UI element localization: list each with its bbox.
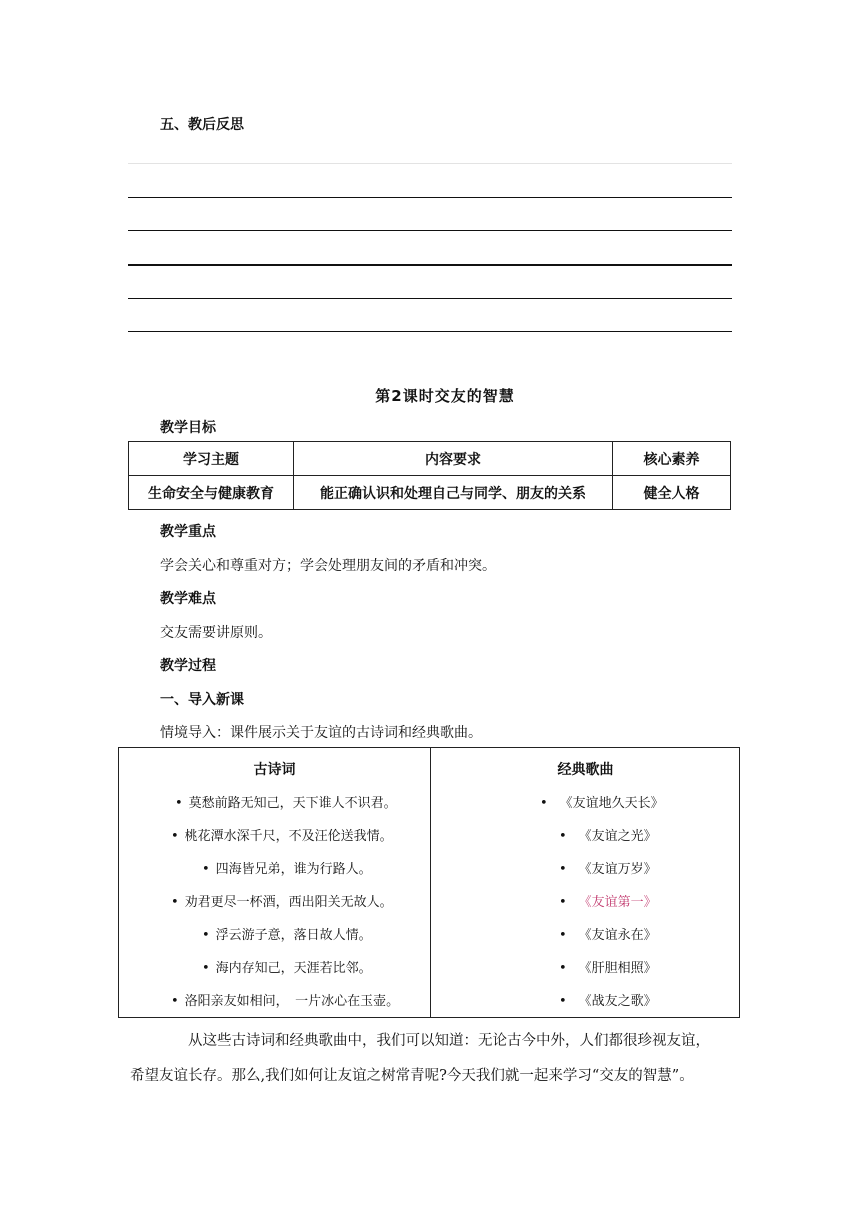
table-header-row xyxy=(129,442,731,476)
bullet-icon: • xyxy=(171,829,179,844)
poems-header: 古诗词 xyxy=(253,762,296,778)
writing-line xyxy=(128,230,732,231)
song-item: • 《肝胆相照》 xyxy=(559,961,657,976)
intro-materials-box xyxy=(118,747,740,1018)
bullet-icon: • xyxy=(202,961,210,976)
focus-label: 教学重点 xyxy=(160,524,216,540)
song-item: • 《战友之歌》 xyxy=(559,994,657,1009)
bullet-icon: • xyxy=(202,862,210,877)
song-item xyxy=(559,891,657,910)
reflection-heading: 五、教后反思 xyxy=(160,117,244,133)
conclusion-line: 从这些古诗词和经典歌曲中，我们可以知道：无论古今中外，人们都很珍视友谊， xyxy=(188,1033,710,1049)
writing-line xyxy=(128,331,732,332)
bullet-icon: • xyxy=(559,829,567,844)
table-cell: 生命安全与健康教育 xyxy=(129,476,294,510)
songs-header: 经典歌曲 xyxy=(557,762,614,778)
poem-item: • 桃花潭水深千尺，不及汪伦送我情。 xyxy=(171,829,393,844)
section1-heading: 一、导入新课 xyxy=(160,692,244,708)
process-label: 教学过程 xyxy=(160,658,216,674)
conclusion-line: 希望友谊长存。那么,我们如何让友谊之树常青呢?今天我们就一起来学习“交友的智慧”。 xyxy=(130,1068,694,1084)
bullet-icon: • xyxy=(540,796,548,811)
bullet-icon: • xyxy=(559,961,567,976)
writing-line xyxy=(128,298,732,299)
table-cell: 能正确认识和处理自己与同学、朋友的关系 xyxy=(294,476,613,510)
poem-item: • 海内存知己，天涯若比邻。 xyxy=(202,961,372,976)
column-divider xyxy=(430,748,431,1017)
poem-item: • 浮云游子意，落日故人情。 xyxy=(202,928,372,943)
song-item: • 《友谊万岁》 xyxy=(559,862,657,877)
song-item: • 《友谊之光》 xyxy=(559,829,657,844)
bullet-icon: • xyxy=(175,796,183,811)
table-header-cell: 学习主题 xyxy=(129,442,294,476)
goals-label: 教学目标 xyxy=(160,420,216,436)
table-row xyxy=(129,476,731,510)
bullet-icon: • xyxy=(559,928,567,943)
poem-item: • 劝君更尽一杯酒，西出阳关无故人。 xyxy=(171,895,393,910)
bullet-icon: • xyxy=(202,928,210,943)
highlighted-song: 《友谊第一》 xyxy=(578,895,657,910)
bullet-icon: • xyxy=(171,994,179,1009)
focus-text: 学会关心和尊重对方；学会处理朋友间的矛盾和冲突。 xyxy=(160,558,496,574)
bullet-icon: • xyxy=(559,895,567,910)
song-item: • 《友谊地久天长》 xyxy=(540,796,664,811)
poem-item: • 洛阳亲友如相问， 一片冰心在玉壶。 xyxy=(171,994,400,1009)
difficulty-text: 交友需要讲原则。 xyxy=(160,625,272,641)
poem-item: • 四海皆兄弟，谁为行路人。 xyxy=(202,862,372,877)
difficulty-label: 教学难点 xyxy=(160,591,216,607)
scenario-text: 情境导入：课件展示关于友谊的古诗词和经典歌曲。 xyxy=(160,725,482,741)
writing-line xyxy=(128,197,732,198)
table-cell: 健全人格 xyxy=(613,476,731,510)
bullet-icon: • xyxy=(559,862,567,877)
writing-line xyxy=(128,264,732,266)
poem-item: • 莫愁前路无知己，天下谁人不识君。 xyxy=(175,796,397,811)
lesson-title: 第2课时交友的智慧 xyxy=(375,387,515,405)
bullet-icon: • xyxy=(171,895,179,910)
table-header-cell: 内容要求 xyxy=(294,442,613,476)
bullet-icon: • xyxy=(559,994,567,1009)
writing-line xyxy=(128,163,732,164)
table-header-cell: 核心素养 xyxy=(613,442,731,476)
song-item: • 《友谊永在》 xyxy=(559,928,657,943)
goals-table xyxy=(128,441,731,510)
